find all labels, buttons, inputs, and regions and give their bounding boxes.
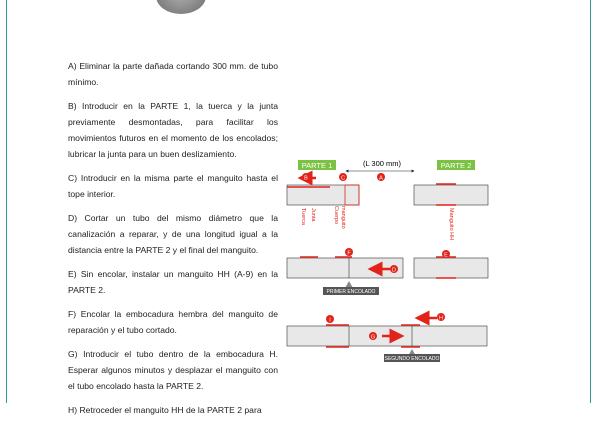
step-e: E) Sin encolar, instalar un manguito HH (A-9) en la PARTE 2. xyxy=(68,269,278,295)
length-label: (L 300 mm) xyxy=(362,159,402,168)
manguito-hh-label: Manguito HH xyxy=(448,208,454,241)
marker-a xyxy=(377,173,385,182)
marker-c xyxy=(339,173,347,182)
marker-b xyxy=(302,173,310,182)
tuerca-label: Tuerca xyxy=(300,208,306,225)
svg-text:H: H xyxy=(439,315,443,322)
step-a: A) Eliminar la parte dañada cortando 300 mm. de tubo mínimo. xyxy=(68,61,278,87)
step-c: C) Introducir en la misma parte el manguito hasta el tope interior. xyxy=(68,173,278,199)
svg-text:B: B xyxy=(304,175,308,182)
step-g: G) Introducir el tubo dentro de la embocadura H. Esperar algunos minutos y desplazar el manguito con el tubo encolado hasta la PARTE 2. xyxy=(68,349,278,391)
marker-h xyxy=(437,313,445,322)
part1-tag xyxy=(298,160,336,170)
cuerpo-label: Cuerpo xyxy=(333,206,339,225)
marker-f xyxy=(345,248,353,257)
row2-pipes xyxy=(287,257,488,295)
second-glue-label: SEGUNDO ENCOLADO xyxy=(384,356,440,362)
svg-text:E: E xyxy=(444,252,448,259)
svg-text:C: C xyxy=(341,175,345,182)
row3-pipes xyxy=(287,315,487,362)
part2-tag xyxy=(437,160,475,170)
junta-label: Junta xyxy=(310,208,316,222)
svg-text:I: I xyxy=(329,317,331,324)
svg-text:F: F xyxy=(347,250,351,257)
first-glue-label: PRIMER ENCOLADO xyxy=(326,289,376,295)
manguito-label: manguito xyxy=(340,206,346,229)
marker-i xyxy=(326,315,334,324)
row1-pipes xyxy=(287,175,488,205)
step-h: H) Retroceder el manguito HH de la PARTE 2 para xyxy=(68,405,262,415)
svg-text:G: G xyxy=(370,334,376,341)
svg-text:D: D xyxy=(392,267,396,274)
part1-label: PARTE 1 xyxy=(301,161,333,170)
svg-text:A: A xyxy=(379,175,383,182)
part2-label: PARTE 2 xyxy=(440,161,472,170)
step-f: F) Encolar la embocadura hembra del manguito de reparación y el tubo cortado. xyxy=(68,309,278,335)
step-d: D) Cortar un tubo del mismo diámetro que la canalización a reparar, y de una longitud igual a la distancia entre la PARTE 2 y el final del manguito. xyxy=(68,213,278,255)
step-b: B) Introducir en la PARTE 1, la tuerca y la junta previamente desmontadas, para facilitar los movimientos futuros en el momento de los encolados; lubricar la junta para un buen deslizamiento. xyxy=(68,101,278,159)
